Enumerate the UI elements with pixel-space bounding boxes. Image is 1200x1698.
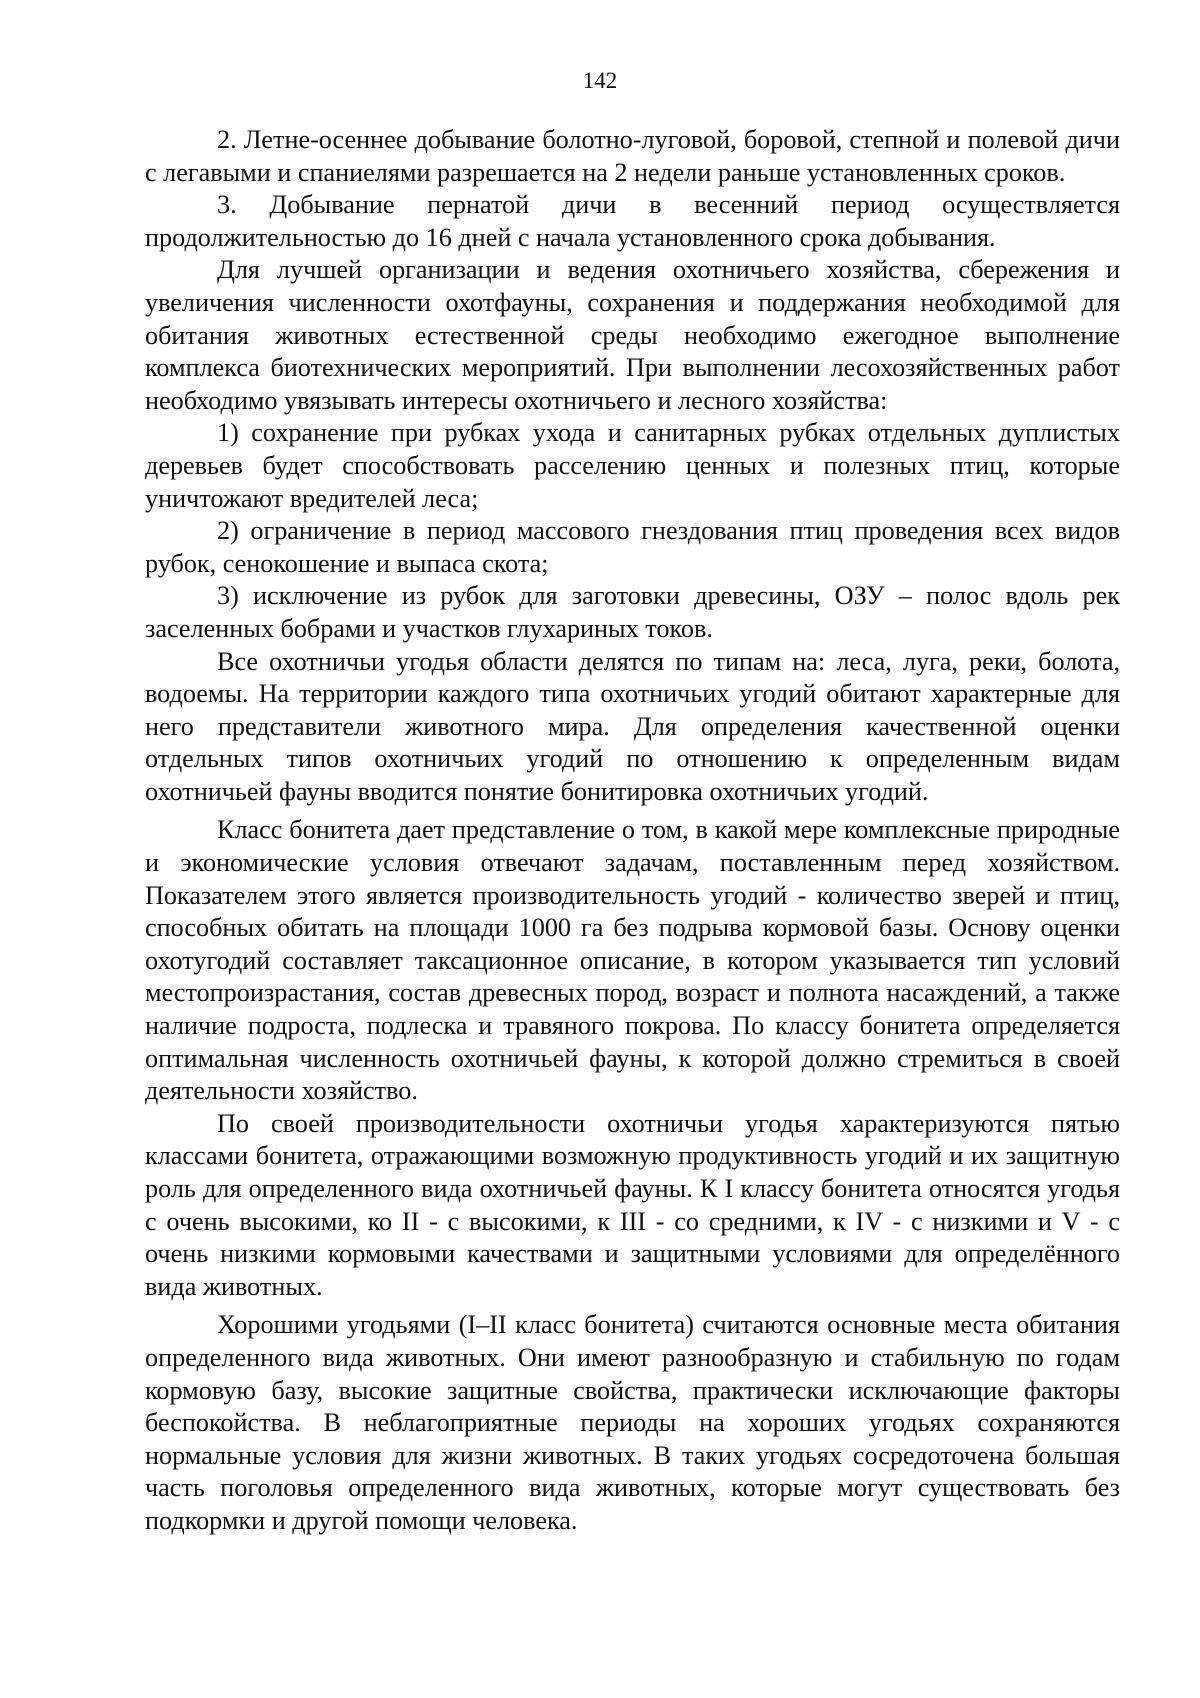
paragraph-hunting-ground-types: Все охотничьи угодья области делятся по типам на: леса, луга, реки, болота, водоемы. На территории каждого типа охотничьих угодий обитают характерные для него представители животного мира. Для определения качественной оценки отдельных типов охотничьих угодий по отношению к определенным видам охотничьей фауны вводится понятие бонитировка охотничьих угодий. [145,646,1120,806]
paragraph-good-grounds: Хорошими угодьями (I–II класс бонитета) считаются основные места обитания определенного вида животных. Они имеют разнообразную и стабильную по годам кормовую базу, высокие защитные свойства, практически исключающие факторы беспокойства. В неблагоприятные периоды на хороших угодьях сохраняются нормальные условия для жизни животных. В таких угодьях сосредоточена большая часть поголовья определенного вида животных, которые могут существовать без подкормки и другой помощи человека. [145,1310,1120,1535]
paragraph-hunting-season: 2. Летне-осеннее добывание болотно-луговой, боровой, степной и полевой дичи с легавыми и спаниелями разрешается на 2 недели раньше установленных сроков. [145,125,1120,187]
paragraph-bonitet-class: Класс бонитета дает представление о том, в какой мере комплексные природные и экономические условия отвечают задачам, поставленным перед хозяйством. Показателем этого является производительность угодий - количество зверей и птиц, способных обитать на площади 1000 га без подрыва кормовой базы. Основу оценки охотугодий составляет таксационное описание, в котором указывается тип условий местопроизрастания, состав древесных пород, возраст и полнота насаждений, а также наличие подроста, подлеска и травяного покрова. По классу бонитета определяется оптимальная численность охотничьей фауны, к которой должно стремиться в своей деятельности хозяйство. [145,815,1120,1106]
paragraph-spring-hunting: 3. Добывание пернатой дичи в весенний период осуществляется продолжительностью до 16 дней с начала установленного срока добывания. [145,190,1120,252]
paragraph-five-classes: По своей производительности охотничьи угодья характеризуются пятью классами бонитета, отражающими возможную продуктивность угодий и их защитную роль для определенного вида охотничьей фауны. К I классу бонитета относятся угодья с очень высокими, ко II - с высокими, к III - со средними, к IV - с низкими и V - с очень низкими кормовыми качествами и защитными условиями для определённого вида животных. [145,1108,1120,1301]
list-item-nesting-restriction: 2) ограничение в период массового гнездования птиц проведения всех видов рубок, сенокошение и выпаса скота; [145,516,1120,578]
list-item-hollow-trees: 1) сохранение при рубках ухода и санитарных рубках отдельных дуплистых деревьев будет способствовать расселению ценных и полезных птиц, которые уничтожают вредителей леса; [145,418,1120,513]
list-item-exclusion-zones: 3) исключение из рубок для заготовки древесины, ОЗУ – полос вдоль рек заселенных бобрами и участков глухариных токов. [145,581,1120,643]
page-number: 142 [582,68,618,93]
paragraph-biotechnical-measures: Для лучшей организации и ведения охотничьего хозяйства, сбережения и увеличения численности охотфауны, сохранения и поддержания необходимой для обитания животных естественной среды необходимо ежегодное выполнение комплекса биотехнических мероприятий. При выполнении лесохозяйственных работ необходимо увязывать интересы охотничьего и лесного хозяйства: [145,255,1120,415]
document-body [145,124,1120,1538]
